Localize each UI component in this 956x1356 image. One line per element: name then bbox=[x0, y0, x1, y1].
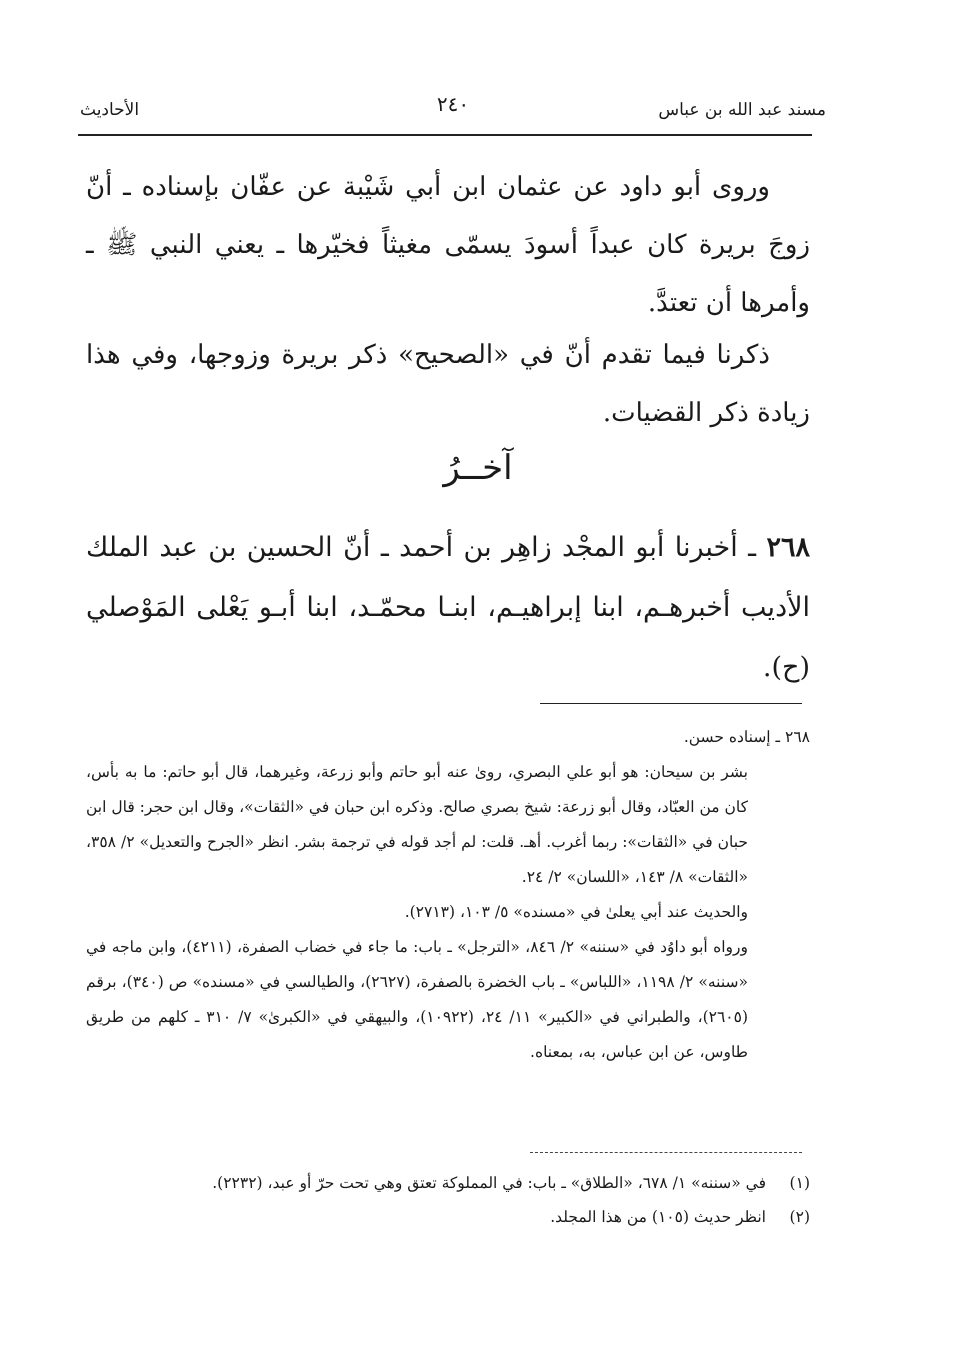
paragraph-2: ذكرنا فيما تقدم أنّ في «الصحيح» ذكر بريرة وزوجها، وفي هذا زيادة ذكر القضيات. bbox=[86, 340, 810, 428]
footnote-text: في «سننه» ١/ ٦٧٨، «الطلاق» ـ باب: في المملوكة تعتق وهي تحت حرّ أو عبد، (٢٢٣٢). bbox=[212, 1174, 766, 1192]
book-title: مسند عبد الله بن عباس bbox=[658, 100, 826, 120]
running-header bbox=[80, 92, 826, 132]
footnotes bbox=[86, 1166, 810, 1234]
note-source: والحديث عند أبي يعلىٰ في «مسنده» ٥/ ١٠٣، (٢٧١٣). bbox=[404, 903, 748, 921]
hadith-paragraph bbox=[86, 518, 810, 698]
commentary-notes bbox=[86, 720, 810, 1070]
note-narrator: بشر بن سيحان: هو أبو علي البصري، روىٰ عنه أبو حاتم وأبو زرعة، وغيرهما، قال أبو حاتم: ما به بأس، كان من العبّاد، وقال أبو زرعة: شيخ بصري صالح. وذكره ابن حبان في «الثقات»، وقال ابن حجر: قال ابن حبان في «الثقات»: ربما أغرب. أهـ. قلت: لم أجد قوله في ترجمة بشر. انظر «الجرح والتعديل» ٢/ ٣٥٨، «الثقات» ٨/ ١٤٣، «اللسان» ٢/ ٢٤. bbox=[86, 763, 748, 886]
footnote-number: (٢) bbox=[789, 1208, 810, 1226]
footnote-separator bbox=[530, 1152, 802, 1153]
note-grade: ٢٦٨ ـ إسناده حسن. bbox=[683, 728, 810, 746]
footnote-text: انظر حديث (١٠٥) من هذا المجلد. bbox=[550, 1208, 766, 1226]
section-heading: آخــرُ bbox=[443, 448, 513, 488]
note-takhrij: ورواه أبو داوُد في «سننه» ٢/ ٨٤٦، «الترجل» ـ باب: ما جاء في خضاب الصفرة، (٤٢١١)، وابن ماجه في «سننه» ٢/ ١١٩٨، «اللباس» ـ باب الخضرة بالصفرة، (٢٦٢٧)، والطيالسي في «مسنده» ص (٣٤٠)، برقم (٢٦٠٥)، والطبراني في «الكبير» ١١/ ٢٤، (١٠٩٢٢)، والبيهقي في «الكبرىٰ» ٧/ ٣١٠ ـ كلهم من طريق طاوس، عن ابن عباس، به، بمعناه. bbox=[86, 938, 749, 1061]
hadith-number: ٢٦٨ bbox=[766, 532, 810, 563]
section-title: الأحاديث bbox=[80, 100, 140, 120]
notes-separator bbox=[540, 703, 802, 704]
footnote-number: (١) bbox=[789, 1174, 810, 1192]
paragraph-1: وروى أبو داود عن عثمان ابن أبي شَيْبة عن عفّان بإسناده ـ أنّ زوجَ بريرة كان عبداً أسودَ يسمّى مغيثاً فخيّرها ـ يعني النبي ﷺ ـ وأمرها أن تعتدَّ. bbox=[86, 172, 810, 318]
page-number: ٢٤٠ bbox=[436, 92, 470, 116]
footnote-item bbox=[86, 1166, 810, 1200]
header-rule bbox=[78, 134, 812, 136]
footnote-item bbox=[86, 1200, 810, 1234]
hadith-text: ـ أخبرنا أبو المجْد زاهِر بن أحمد ـ أنّ الحسين بن عبد الملك الأديب أخبرهـم، ابنا إبراهيـم، ابنـا محمّـد، ابنا أبـو يَعْلى المَوْصلي (ح). bbox=[86, 532, 810, 683]
